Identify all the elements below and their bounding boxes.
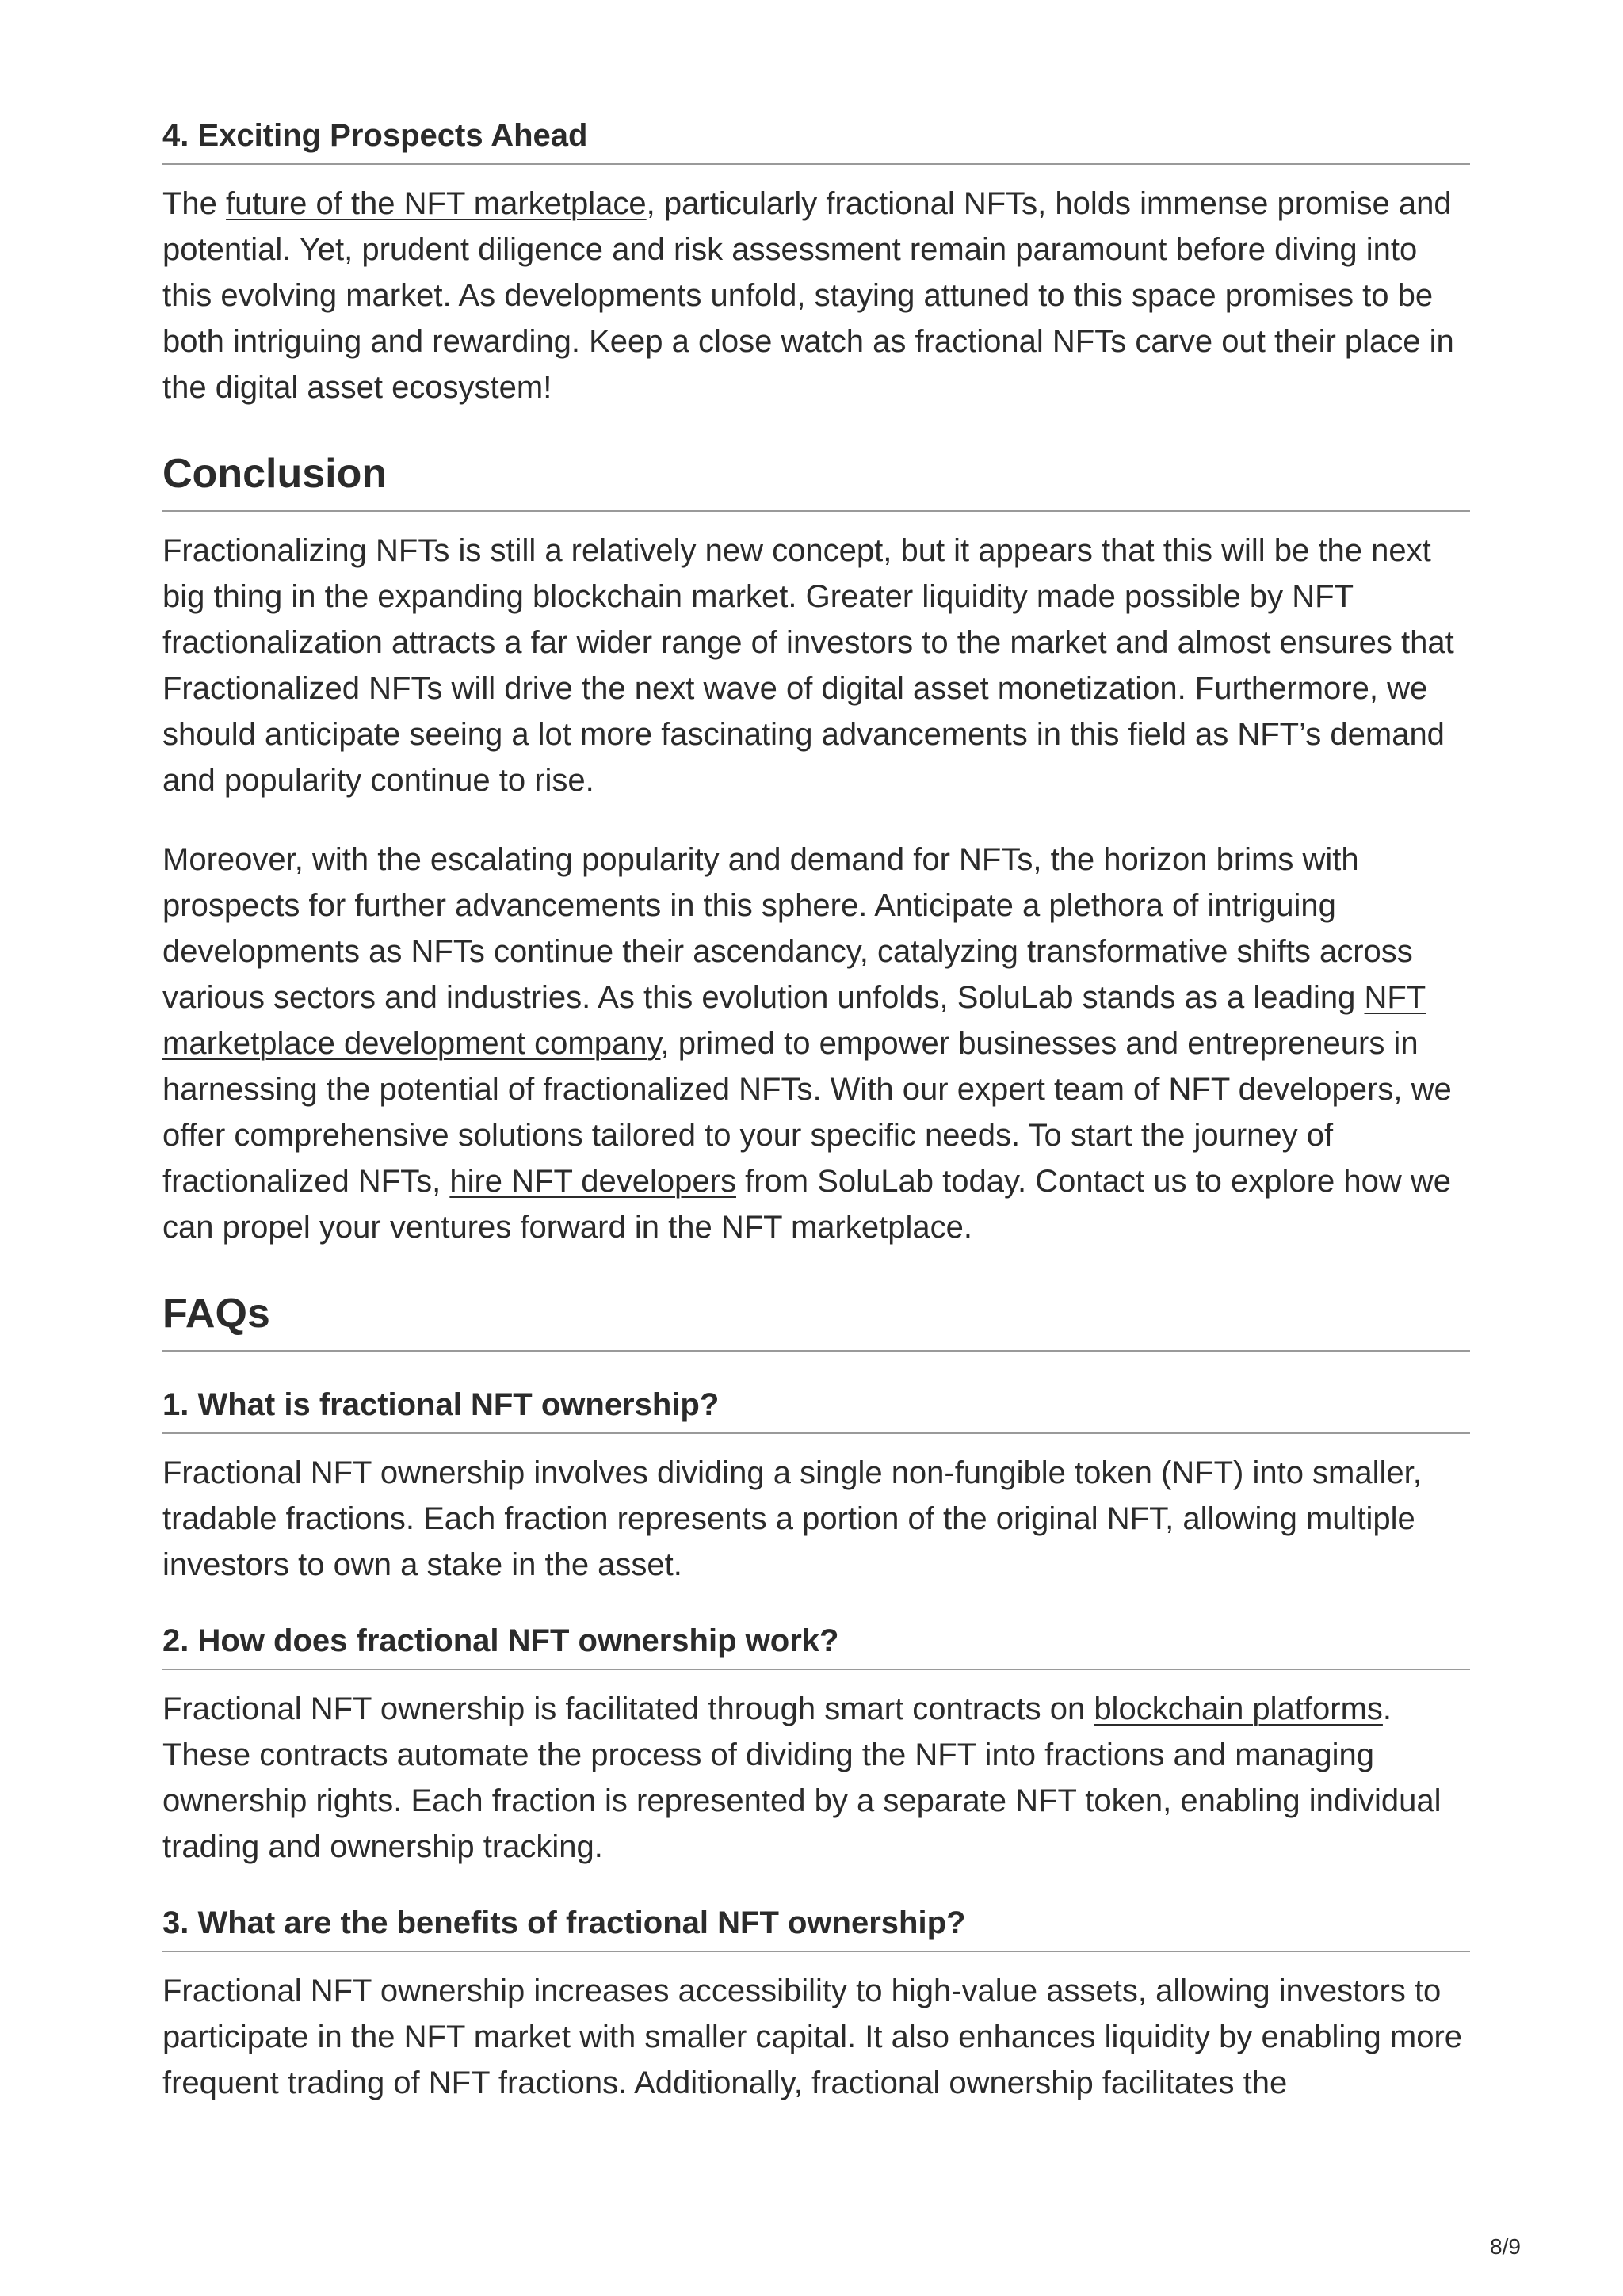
spacer bbox=[162, 1952, 1470, 1968]
spacer bbox=[162, 1670, 1470, 1686]
faq-question-2: 2. How does fractional NFT ownership work? bbox=[162, 1616, 1470, 1670]
conclusion-paragraph-2 bbox=[162, 837, 1470, 1250]
spacer bbox=[162, 1352, 1470, 1380]
exciting-prospects-paragraph bbox=[162, 181, 1470, 410]
spacer bbox=[162, 1434, 1470, 1450]
blockchain-platforms-link[interactable]: blockchain platforms bbox=[1094, 1691, 1383, 1726]
spacer bbox=[162, 165, 1470, 181]
hire-nft-developers-link[interactable]: hire NFT developers bbox=[449, 1164, 736, 1199]
paragraph-text: . These contracts automate the process of dividing the NFT into fractions and managing ownership rights. Each fraction is represented by a separate NFT token, enabling individual trading and ownership tracking. bbox=[162, 1691, 1442, 1864]
spacer bbox=[162, 803, 1470, 837]
paragraph-text: from SoluLab today. Contact us to explore how we can propel your ventures forward in the NFT marketplace. bbox=[162, 1164, 1451, 1245]
faq-answer-3: Fractional NFT ownership increases accessibility to high-value assets, allowing investors to participate in the NFT market with smaller capital. It also enhances liquidity by enabling more frequent trading of NFT fractions. Additionally, fractional ownership facilitates the bbox=[162, 1974, 1463, 2100]
paragraph-text: , primed to empower businesses and entrepreneurs in harnessing the potential of fractionalized NFTs. With our expert team of NFT developers, we offer comprehensive solutions tailored to your specific needs. To start the journey of fractionalized NFTs, bbox=[162, 1026, 1452, 1199]
conclusion-heading: Conclusion bbox=[162, 442, 1470, 512]
article-page bbox=[162, 111, 1470, 2106]
faqs-heading: FAQs bbox=[162, 1282, 1470, 1352]
spacer bbox=[162, 410, 1470, 442]
nft-marketplace-development-company-link[interactable]: NFT marketplace development company bbox=[162, 980, 1426, 1061]
paragraph-text: Fractional NFT ownership is facilitated through smart contracts on bbox=[162, 1691, 1094, 1726]
section-heading-exciting-prospects: 4. Exciting Prospects Ahead bbox=[162, 111, 1470, 165]
paragraph-text: The bbox=[162, 186, 227, 221]
paragraph-text: Moreover, with the escalating popularity and demand for NFTs, the horizon brims with prospects for further advancements in this sphere. Anticipate a plethora of intriguing developments as NFTs continue their ascendancy, catalyzing transformative shifts across various sectors and industries. As this evolution unfolds, SoluLab stands as a leading bbox=[162, 842, 1413, 1015]
faq-question-1: 1. What is fractional NFT ownership? bbox=[162, 1380, 1470, 1434]
faq-answer-1: Fractional NFT ownership involves dividing a single non-fungible token (NFT) into smaller, tradable fractions. Each fraction represents a portion of the original NFT, allowing multiple investors to own a stake in the asset. bbox=[162, 1455, 1422, 1582]
conclusion-paragraph-1: Fractionalizing NFTs is still a relatively new concept, but it appears that this will be the next big thing in the expanding blockchain market. Greater liquidity made possible by NFT fractionalization attracts a far wider range of investors to the market and almost ensures that Fractionalized NFTs will drive the next wave of digital asset monetization. Furthermore, we should anticipate seeing a lot more fascinating advancements in this field as NFT’s demand and popularity continue to rise. bbox=[162, 533, 1454, 798]
spacer bbox=[162, 1870, 1470, 1898]
faq-answer-2 bbox=[162, 1686, 1470, 1870]
spacer bbox=[162, 1588, 1470, 1616]
future-nft-marketplace-link[interactable]: future of the NFT marketplace bbox=[226, 186, 647, 221]
spacer bbox=[162, 512, 1470, 528]
paragraph-text: , particularly fractional NFTs, holds immense promise and potential. Yet, prudent diligence and risk assessment remain paramount before diving into this evolving market. As developments unfold, staying attuned to this space promises to be both intriguing and rewarding. Keep a close watch as fractional NFTs carve out their place in the digital asset ecosystem! bbox=[162, 186, 1454, 405]
faq-question-3: 3. What are the benefits of fractional NFT ownership? bbox=[162, 1898, 1470, 1952]
page-number: 8/9 bbox=[1490, 2234, 1521, 2259]
spacer bbox=[162, 1250, 1470, 1282]
